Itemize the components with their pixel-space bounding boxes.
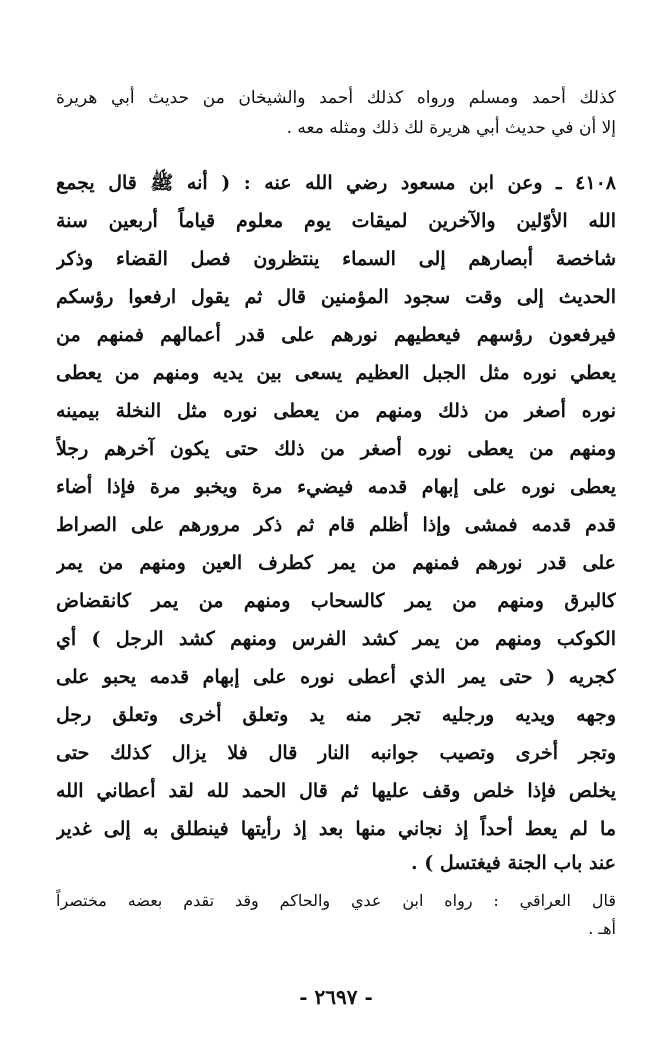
hadith-line-13: الكوكب ومنهم من يمر كشد الفرس ومنهم كشد الرجل ) أي — [56, 628, 616, 650]
hadith-line-2: الله الأوّلين والآخرين لميقات يوم معلوم قياماً أربعين سنة — [56, 210, 616, 232]
hadith-line-5: فيرفعون رؤسهم فيعطيهم نورهم على قدر أعمالهم فمنهم من — [56, 324, 616, 346]
hadith-line-15: وجهه ويديه ورجليه تجر منه يد وتعلق أخرى وتعلق رجل — [56, 704, 616, 726]
hadith-line-3: شاخصة أبصارهم إلى السماء ينتظرون فصل القضاء وذكر — [56, 248, 616, 270]
footnote-divider — [56, 880, 616, 881]
hadith-line-11: على قدر نورهم فمنهم من يمر كطرف العين ومنهم من يمر — [56, 552, 616, 574]
hadith-line-1: ٤١٠٨ ـ وعن ابن مسعود رضي الله عنه : ( أنه ﷺ قال يجمع — [56, 172, 616, 194]
hadith-line-14: كجريه ( حتى يمر الذي أعطى نوره على إبهام قدمه يحبو على — [56, 666, 616, 688]
hadith-line-17: يخلص فإذا خلص وقف عليها ثم قال الحمد لله لقد أعطاني الله — [56, 780, 616, 802]
page-number: - ٢٦٩٧ - — [299, 985, 373, 1009]
hadith-line-9: يعطى نوره على إبهام قدمه فيضيء مرة ويخبو مرة فإذا أضاء — [56, 476, 616, 498]
hadith-line-12: كالبرق ومنهم من يمر كالسحاب ومنهم من يمر كانقضاض — [56, 590, 616, 612]
hadith-line-19: عند باب الجنة فيغتسل ) . — [411, 852, 616, 874]
hadith-line-18: ما لم يعط أحداً إذ نجاني منها بعد إذ رأيتها فينطلق به إلى غدير — [56, 818, 616, 840]
footnote-line-1: قال العراقي : رواه ابن عدي والحاكم وقد تقدم بعضه مختصراً — [56, 891, 616, 910]
hadith-line-4: الحديث إلى وقت سجود المؤمنين قال ثم يقول ارفعوا رؤسكم — [56, 286, 616, 308]
hadith-line-10: قدم قدمه فمشى وإذا أظلم قام ثم ذكر مرورهم على الصراط — [56, 514, 616, 536]
hadith-line-6: يعطي نوره مثل الجبل العظيم يسعى بين يديه ومنهم من يعطى — [56, 362, 616, 384]
intro-line-1: كذلك أحمد ومسلم ورواه كذلك أحمد والشيخان من حديث أبي هريرة — [56, 88, 616, 108]
hadith-line-7: نوره أصغر من ذلك ومنهم من يعطى نوره مثل النخلة بيمينه — [56, 400, 616, 422]
hadith-line-8: ومنهم من يعطى نوره أصغر من ذلك حتى يكون آخرهم رجلاً — [56, 438, 616, 460]
footnote-line-2: أهـ . — [588, 919, 616, 938]
hadith-line-16: وتجر أخرى وتصيب جوانبه النار قال فلا يزال كذلك حتى — [56, 742, 616, 764]
intro-line-2: إلا أن في حديث أبي هريرة لك ذلك ومثله معه . — [286, 118, 616, 138]
